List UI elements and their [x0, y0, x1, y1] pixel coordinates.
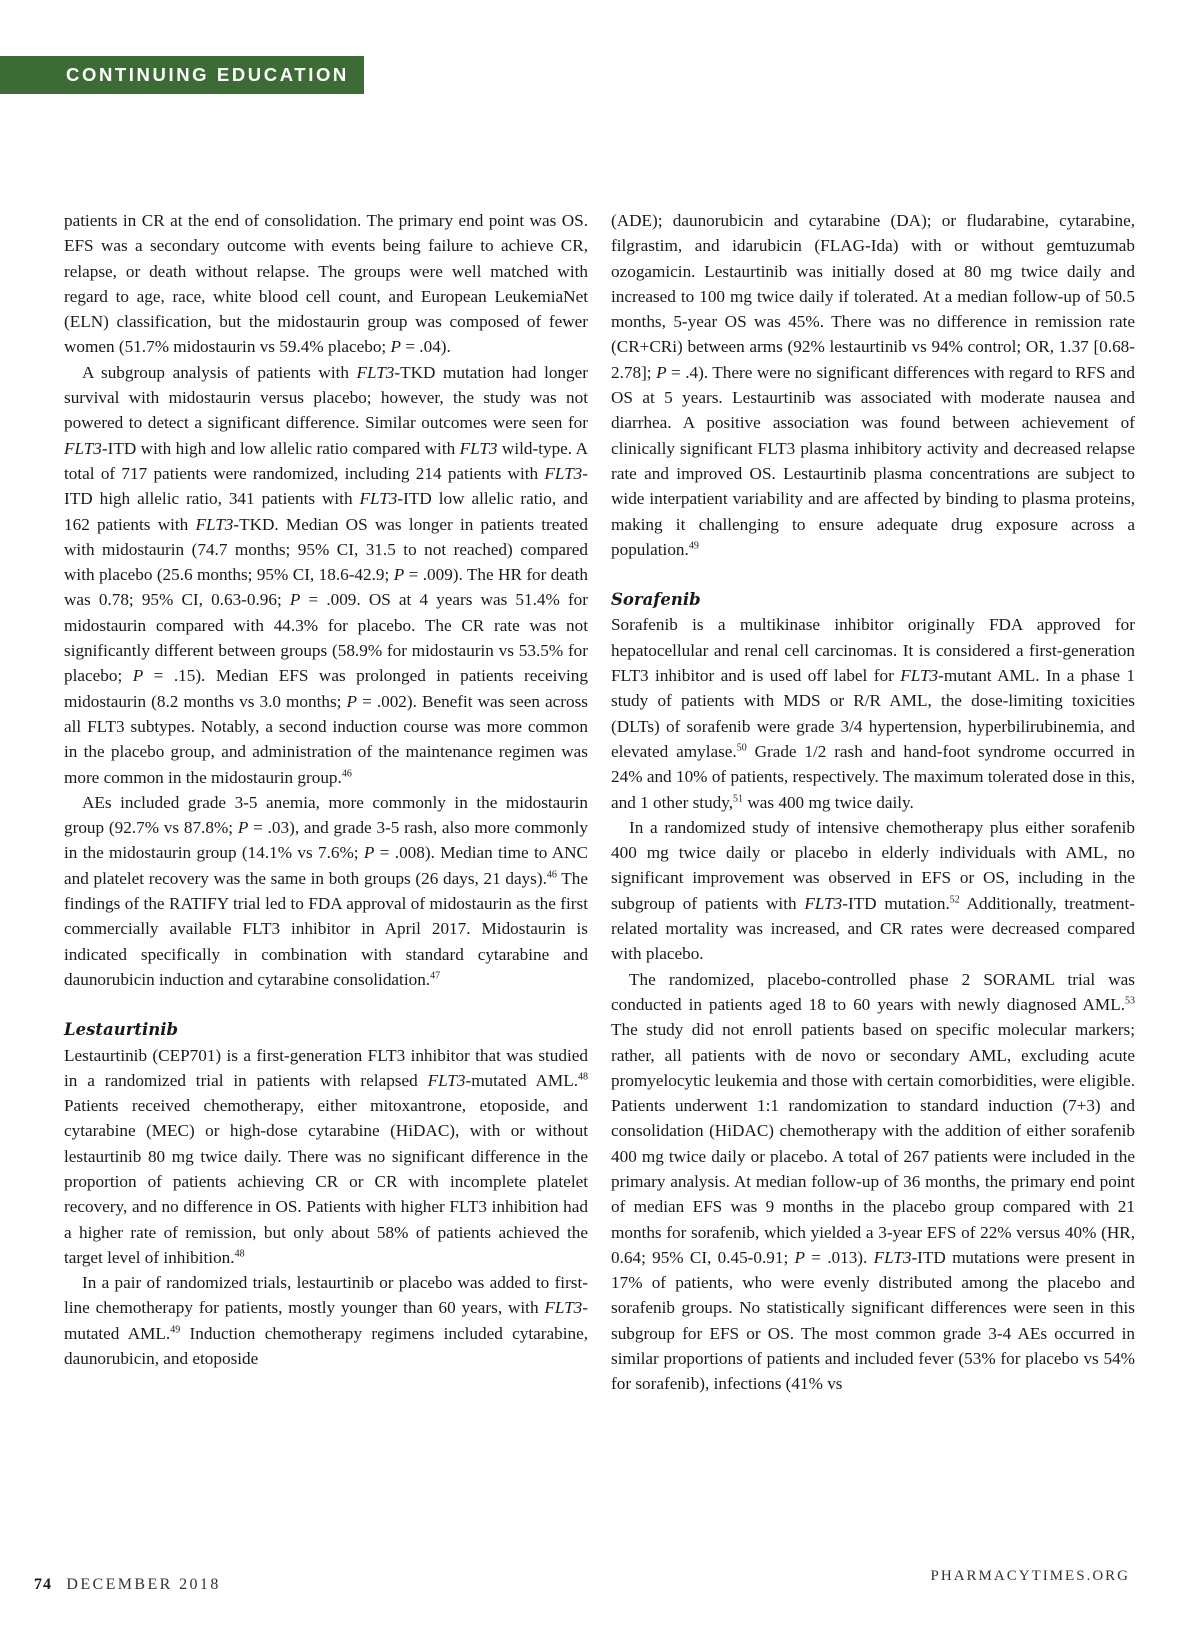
section-heading: Lestaurtinib — [64, 1020, 179, 1040]
body-paragraph: In a randomized study of intensive chemotherapy plus either sorafenib 400 mg twice daily or placebo in elderly individuals with AML, no significant improvement was observed in EFS or OS, including in the subgroup of patients with FLT3-ITD mutation.$^{52}$ Additionally, treatment-related mortality was increased, and CR rates were decreased compared with placebo. — [611, 817, 1136, 964]
section-label: CONTINUING EDUCATION — [66, 64, 349, 85]
body-paragraph: In a pair of randomized trials, lestaurtinib or placebo was added to first-line chemotherapy for patients, mostly younger than 60 years, with FLT3-mutated AML.$^{49}$ Induction chemotherapy regimens included cytarabine, daunorubicin, and etoposide — [64, 1273, 589, 1369]
body-paragraph: (ADE); daunorubicin and cytarabine (DA); or fludarabine, cytarabine, filgrastim, and idarubicin (FLAG-Ida) with or without gemtuzumab ozogamicin. Lestaurtinib was initially dosed at 80 mg twice daily and increased to 100 mg twice daily if tolerated. At a median follow-up of 50.5 months, 5-year OS was 45%. There was no difference in remission rate (CR+CRi) between arms (92% lestaurtinib vs 94% control; OR, 1.37 [0.68-2.78]; P = .4). There were no significant differences with regard to RFS and OS at 5 years. Lestaurtinib was associated with moderate nausea and diarrhea. A positive association was found between achievement of clinically significant FLT3 plasma inhibitory activity and decreased relapse rate and improved OS. Lestaurtinib plasma concentrations are subject to wide interpatient variability and are affected by binding to plasma proteins, making it challenging to ensure adequate drug exposure across a population.$^{49}$ — [611, 211, 1135, 559]
paragraph-gap — [611, 562, 1135, 587]
body-paragraph: The randomized, placebo-controlled phase 2 SORAML trial was conducted in patients aged 18 to 60 years with newly diagnosed AML.$^{53}$ The study did not enroll patients based on specific molecular markers; rather, all patients with de novo or secondary AML, excluding acute promyelocytic leukemia and those with certain comorbidities, were eligible. Patients underwent 1:1 randomization to standard induction (7+3) and consolidation (HiDAC) chemotherapy with the addition of either sorafenib 400 mg twice daily or placebo. A total of 267 patients were included in the primary analysis. At median follow-up of 36 months, the primary end point of median EFS was 9 months in the placebo group compared with 21 months for sorafenib, which yielded a 3-year EFS of 22% versus 40% (HR, 0.64; 95% CI, 0.45-0.91; P = .013). FLT3-ITD mutations were present in 17% of patients, who were evenly distributed among the placebo and sorafenib groups. No statistically significant differences were seen in this subgroup for EFS or OS. The most common grade 3-4 AEs occurred in similar proportions of patients and included fever (53% for placebo vs 54% for sorafenib), infections (41% vs — [611, 969, 1136, 1394]
article-column-left — [64, 208, 588, 1371]
body-paragraph: Lestaurtinib (CEP701) is a first-generation FLT3 inhibitor that was studied in a randomized trial in patients with relapsed FLT3-mutated AML.$^{48}$ Patients received chemotherapy, either mitoxantrone, etoposide, and cytarabine (MEC) or high-dose cytarabine (HiDAC), with or without lestaurtinib 80 mg twice daily. There was no significant difference in the proportion of patients achieving CR or CR with incomplete platelet recovery, and no difference in OS. Patients with higher FLT3 inhibition had a higher rate of remission, but only about 58% of patients achieved the target level of inhibition.$^{48}$ — [64, 1045, 588, 1267]
section-banner — [0, 56, 364, 94]
body-paragraph: Sorafenib is a multikinase inhibitor originally FDA approved for hepatocellular and renal cell carcinomas. It is considered a first-generation FLT3 inhibitor and is used off label for FLT3-mutant AML. In a phase 1 study of patients with MDS or R/R AML, the dose-limiting toxicities (DLTs) of sorafenib were grade 3/4 hypertension, hyperbilirubinemia, and elevated amylase.$^{50}$ Grade 1/2 rash and hand-foot syndrome occurred in 24% and 10% of patients, respectively. The maximum tolerated dose in this, and 1 other study,$^{51}$ was 400 mg twice daily. — [611, 615, 1135, 812]
body-paragraph: A subgroup analysis of patients with FLT3-TKD mutation had longer survival with midostaurin versus placebo; however, the study was not powered to detect a significant difference. Similar outcomes were seen for FLT3-ITD with high and low allelic ratio compared with FLT3 wild-type. A total of 717 patients were randomized, including 214 patients with FLT3-ITD high allelic ratio, 341 patients with FLT3-ITD low allelic ratio, and 162 patients with FLT3-TKD. Median OS was longer in patients treated with midostaurin (74.7 months; 95% CI, 31.5 to not reached) compared with placebo (25.6 months; 95% CI, 18.6-42.9; P = .009). The HR for death was 0.78; 95% CI, 0.63-0.96; P = .009. OS at 4 years was 51.4% for midostaurin compared with 44.3% for placebo. The CR rate was not significantly different between groups (58.9% for midostaurin vs 53.5% for placebo; P = .15). Median EFS was prolonged in patients receiving midostaurin (8.2 months vs 3.0 months; P = .002). Benefit was seen across all FLT3 subtypes. Notably, a second induction course was more common in the placebo group, and administration of the maintenance regimen was more common in the midostaurin group.$^{46}$ — [64, 362, 589, 787]
issue-date: DECEMBER 2018 — [66, 1576, 221, 1593]
paragraph-gap — [64, 992, 588, 1017]
website-link[interactable]: PHARMACYTIMES.ORG — [930, 1568, 1130, 1584]
article-column-right — [611, 208, 1135, 1397]
body-paragraph: patients in CR at the end of consolidation. The primary end point was OS. EFS was a secondary outcome with events being failure to achieve CR, relapse, or death without relapse. The groups were well matched with regard to age, race, white blood cell count, and European LeukemiaNet (ELN) classification, but the midostaurin group was composed of fewer women (51.7% midostaurin vs 59.4% placebo; P = .04). — [64, 211, 588, 357]
section-heading: Sorafenib — [611, 590, 701, 610]
body-paragraph: AEs included grade 3-5 anemia, more commonly in the midostaurin group (92.7% vs 87.8%; P = .03), and grade 3-5 rash, also more commonly in the midostaurin group (14.1% vs 7.6%; P = .008). Median time to ANC and platelet recovery was the same in both groups (26 days, 21 days).$^{46}$ The findings of the RATIFY trial led to FDA approval of midostaurin as the first commercially available FLT3 inhibitor in April 2017. Midostaurin is indicated specifically in combination with standard cytarabine and daunorubicin induction and cytarabine consolidation.$^{47}$ — [64, 792, 589, 989]
page-number: 74 — [34, 1576, 52, 1593]
page-footer-left — [34, 1576, 221, 1594]
